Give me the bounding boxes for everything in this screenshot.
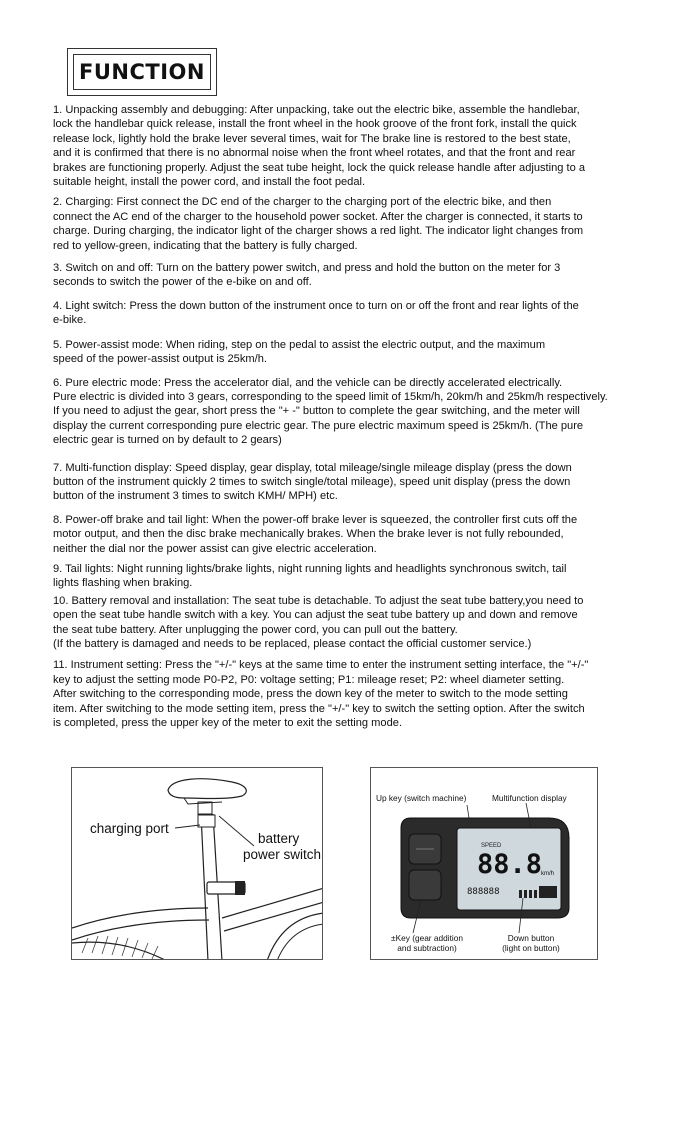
section-9: 9. Tail lights: Night running lights/brake lights, night running lights and headlights synchronous switch, tail lights flashing when braking. bbox=[53, 562, 567, 590]
down-button-line1: Down button bbox=[507, 933, 555, 943]
instructions-body bbox=[53, 103, 658, 736]
battery-label: battery bbox=[258, 831, 300, 846]
section-5: 5. Power-assist mode: When riding, step on the pedal to assist the electric output, and the maximum speed of the power-assist output is 25km/h. bbox=[53, 338, 546, 366]
section-11: 11. Instrument setting: Press the "+/-" keys at the same time to enter the instrument setting interface, the "+/-" key to adjust the setting mode P0-P2, P0: voltage setting; P1: mileage reset; P2: wheel diameter setting. After switching to the corresponding mode, press the down key of the meter to switch to the mode setting item. After switching to the mode setting item, press the "+/-" key to switch the setting option. After the switch is completed, press the upper key of the meter to exit the setting mode. bbox=[53, 659, 589, 730]
plus-minus-key-line1: ±Key (gear addition bbox=[391, 933, 463, 943]
section-7: 7. Multi-function display: Speed display, gear display, total mileage/single mileage display (press the down button of the instrument quickly 2 times to switch single/total mileage), speed unit display (press the down button of the instrument 3 times to switch KMH/ MPH) etc. bbox=[53, 461, 572, 503]
bike-seat-illustration bbox=[72, 768, 323, 960]
plus-minus-key-label bbox=[387, 933, 467, 953]
section-10: 10. Battery removal and installation: The seat tube is detachable. To adjust the seat tube battery,you need to open the seat tube handle switch with a key. You can adjust the seat tube battery up and down and remove the seat tube battery. After unplugging the power cord, you can pull out the battery. (If the battery is damaged and needs to be replaced, please contact the official customer service.) bbox=[53, 594, 584, 650]
section-2: 2. Charging: First connect the DC end of the charger to the charging port of the electric bike, and then connect the AC end of the charger to the household power socket. After the charger is connected, it starts to charge. During charging, the indicator light of the charger shows a red light. The indicator light changes from red to yellow-green, indicating that the battery is fully charged. bbox=[53, 196, 584, 252]
section-3: 3. Switch on and off: Turn on the battery power switch, and press and hold the button on the meter for 3 seconds to switch the power of the e-bike on and off. bbox=[53, 262, 561, 289]
power-switch-label: power switch bbox=[243, 847, 322, 862]
page-title: FUNCTION bbox=[79, 60, 205, 84]
section-8: 8. Power-off brake and tail light: When the power-off brake lever is squeezed, the controller first cuts off the motor output, and then the disc brake mechanically brakes. When the brake lever is not fully rebounded, neither the dial nor the power assist can give electric acceleration. bbox=[53, 513, 578, 555]
meter-speed-text: SPEED bbox=[481, 843, 502, 849]
title-box-inner bbox=[73, 54, 211, 90]
meter-digits: 88.8 bbox=[477, 849, 543, 880]
section-6: 6. Pure electric mode: Press the accelerator dial, and the vehicle can be directly accelerated electrically. Pure electric is divided into 3 gears, corresponding to the speed limit of 15km/h, 20km/h and 25km/h respectively. If you need to adjust the gear, short press the "+ -" button to complete the gear switching, and the meter will display the current corresponding pure electric gear. The pure electric maximum speed is 25km/h. (The pure electric gear is turned on by default to 2 gears) bbox=[53, 376, 608, 447]
meter-unit-text: km/h bbox=[541, 871, 555, 877]
multifunction-display-label: Multifunction display bbox=[492, 793, 567, 803]
plus-minus-key-line2: and subtraction) bbox=[397, 943, 457, 953]
meter-odo-text: 888888 bbox=[467, 887, 500, 897]
down-button-line2: (light on button) bbox=[502, 943, 560, 953]
section-4: 4. Light switch: Press the down button of the instrument once to turn on or off the front and rear lights of the e-bike. bbox=[53, 299, 579, 327]
bike-seat-figure bbox=[71, 767, 323, 960]
display-meter-figure bbox=[370, 767, 598, 960]
charging-port-label: charging port bbox=[90, 821, 169, 836]
down-button-label bbox=[491, 933, 571, 953]
section-1: 1. Unpacking assembly and debugging: After unpacking, take out the electric bike, assemble the handlebar, lock the handlebar quick release, install the front wheel in the hook groove of the front fork, install the quick release lock, lightly hold the brake lever several times, wait for The brake line is restored to the best state, and it is confirmed that there is no abnormal noise when the front wheel rotates, and that the front and rear brakes are functioning properly. Adjust the seat tube height, lock the quick release handle after adjusting to a suitable height, install the power cord, and install the foot pedal. bbox=[53, 104, 586, 189]
title-box bbox=[67, 48, 217, 96]
up-key-label: Up key (switch machine) bbox=[376, 793, 467, 803]
